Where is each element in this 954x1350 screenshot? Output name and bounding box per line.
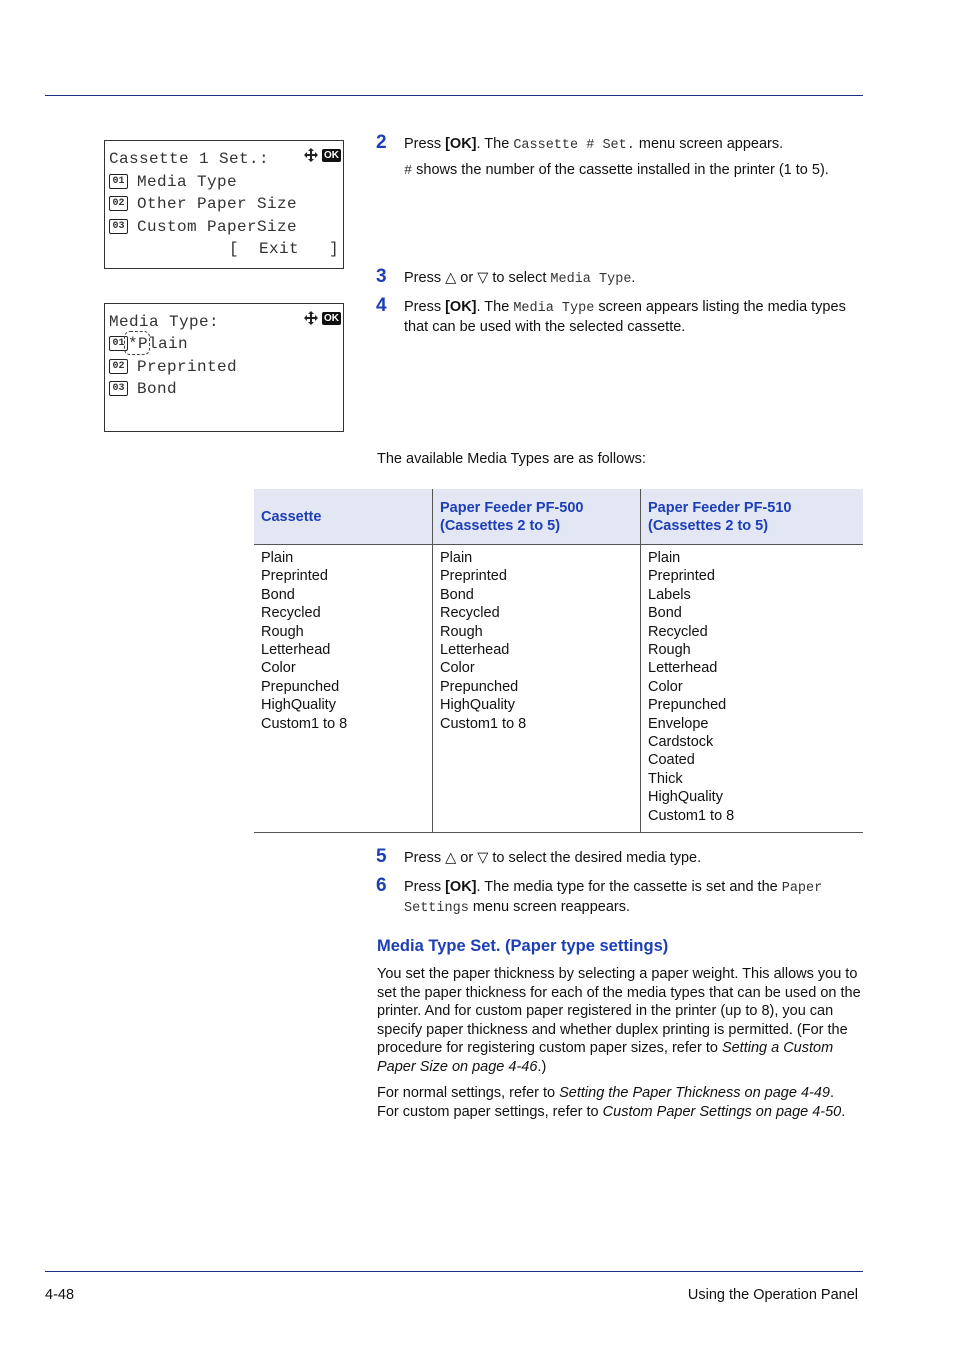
lcd-screen-media-type [104, 303, 344, 432]
media-type-item: Coated [648, 752, 695, 769]
media-type-item: Plain [261, 550, 294, 566]
step-number: 2 [376, 132, 387, 153]
paragraph: You set the paper thickness by selecting a paper weight. This allows you to set the paper thickness for each of the media types that can be used on the printer. And for custom paper registered in the printer (up to 8), you can specify paper thickness and whether duplex printing is permitted. (For the procedure for registering custom paper sizes, refer to Setting a Custom Paper Size on page 4-46.) [377, 966, 861, 1075]
media-type-item: Color [648, 678, 683, 695]
item-number: 01 [109, 336, 128, 351]
lcd-item [109, 217, 297, 237]
media-type-item: Thick [648, 770, 683, 787]
table-cell [433, 545, 641, 833]
media-type-item: Rough [261, 623, 304, 640]
step-number: 5 [376, 846, 387, 867]
media-type-item: Labels [648, 586, 691, 603]
lcd-item [109, 194, 297, 214]
media-type-item: HighQuality [261, 697, 336, 714]
item-label: Bond [137, 380, 178, 398]
media-type-item: Preprinted [440, 568, 507, 585]
item-label: Preprinted [137, 358, 238, 376]
step-note: # shows the number of the cassette installed in the printer (1 to 5). [404, 162, 829, 179]
cursor-dashed-icon [124, 331, 150, 355]
media-type-item: Cardstock [648, 734, 714, 751]
item-number: 03 [109, 381, 128, 396]
lcd-exit: [ Exit ] [229, 240, 340, 258]
lcd-item [109, 172, 237, 192]
media-type-item: Recycled [440, 605, 500, 622]
table-header: Paper Feeder PF-510 (Cassettes 2 to 5) [641, 489, 864, 545]
nav-ok-icon [303, 147, 341, 163]
media-type-item: Custom1 to 8 [648, 807, 735, 824]
table-cell [254, 545, 433, 833]
intro-text: The available Media Types are as follows: [377, 451, 646, 467]
top-rule [45, 95, 863, 96]
bottom-rule [45, 1271, 863, 1272]
item-label: *Plain [128, 335, 189, 353]
table-header: Cassette [254, 489, 433, 545]
media-type-item: Color [261, 660, 296, 677]
lcd-screen-cassette-set [104, 140, 344, 269]
paragraph: For normal settings, refer to Setting the Paper Thickness on page 4-49. For custom paper settings, refer to Custom Paper Settings on page 4-50. [377, 1085, 846, 1120]
page-number: 4-48 [45, 1287, 75, 1303]
nav-ok-icon [303, 310, 341, 326]
table-cell [641, 545, 864, 833]
item-label: Media Type [137, 173, 238, 191]
item-number: 02 [109, 196, 128, 211]
media-type-item: Plain [440, 550, 473, 566]
section-heading: Media Type Set. (Paper type settings) [377, 937, 669, 955]
media-type-item: Preprinted [648, 568, 715, 585]
item-number: 01 [109, 174, 128, 189]
step-number: 3 [376, 266, 387, 287]
step-number: 4 [376, 295, 387, 316]
media-type-item: Envelope [648, 715, 709, 732]
item-label: Other Paper Size [137, 195, 298, 213]
media-type-item: Recycled [648, 623, 708, 640]
chapter-title: Using the Operation Panel [687, 1287, 858, 1303]
media-type-item: Color [440, 660, 475, 677]
media-type-item: Prepunched [648, 697, 727, 714]
media-type-item: Plain [648, 550, 681, 566]
media-types-table [254, 489, 863, 833]
media-type-item: Preprinted [261, 568, 328, 585]
step-text: Press [OK]. The media type for the cassette is set and the Paper Settings menu screen reappears. [404, 879, 823, 916]
table-header: Paper Feeder PF-500 (Cassettes 2 to 5) [433, 489, 641, 545]
lcd-item [109, 379, 177, 399]
item-number: 03 [109, 219, 128, 234]
table-header-row [254, 489, 863, 545]
media-type-item: Prepunched [440, 678, 519, 695]
ok-badge: OK [324, 149, 339, 161]
media-type-item: Bond [440, 586, 474, 603]
media-type-item: Letterhead [648, 660, 718, 677]
media-type-item: Letterhead [261, 642, 331, 659]
media-type-item: Bond [261, 586, 295, 603]
media-type-item: Bond [648, 605, 682, 622]
table-row [254, 545, 863, 833]
step-text: Press △ or ▽ to select the desired media type. [404, 850, 702, 866]
media-type-item: Rough [440, 623, 483, 640]
step-text: Press [OK]. The Media Type screen appears listing the media types that can be used with the selected cassette. [404, 299, 846, 335]
step-text: Press [OK]. The Cassette # Set. menu screen appears. [404, 136, 784, 153]
media-type-item: Recycled [261, 605, 321, 622]
media-type-item: Custom1 to 8 [261, 715, 348, 732]
item-number: 02 [109, 359, 128, 374]
lcd-item [109, 357, 237, 377]
media-type-item: HighQuality [440, 697, 515, 714]
step-text: Press △ or ▽ to select Media Type. [404, 270, 636, 287]
media-type-item: HighQuality [648, 789, 723, 806]
lcd-title: Media Type: [109, 313, 220, 331]
media-type-item: Custom1 to 8 [440, 715, 527, 732]
lcd-title: Cassette 1 Set.: [109, 150, 270, 168]
ok-badge: OK [324, 312, 339, 324]
step-number: 6 [376, 875, 387, 896]
media-type-item: Letterhead [440, 642, 510, 659]
item-label: Custom PaperSize [137, 218, 298, 236]
media-type-item: Prepunched [261, 678, 340, 695]
media-type-item: Rough [648, 642, 691, 659]
